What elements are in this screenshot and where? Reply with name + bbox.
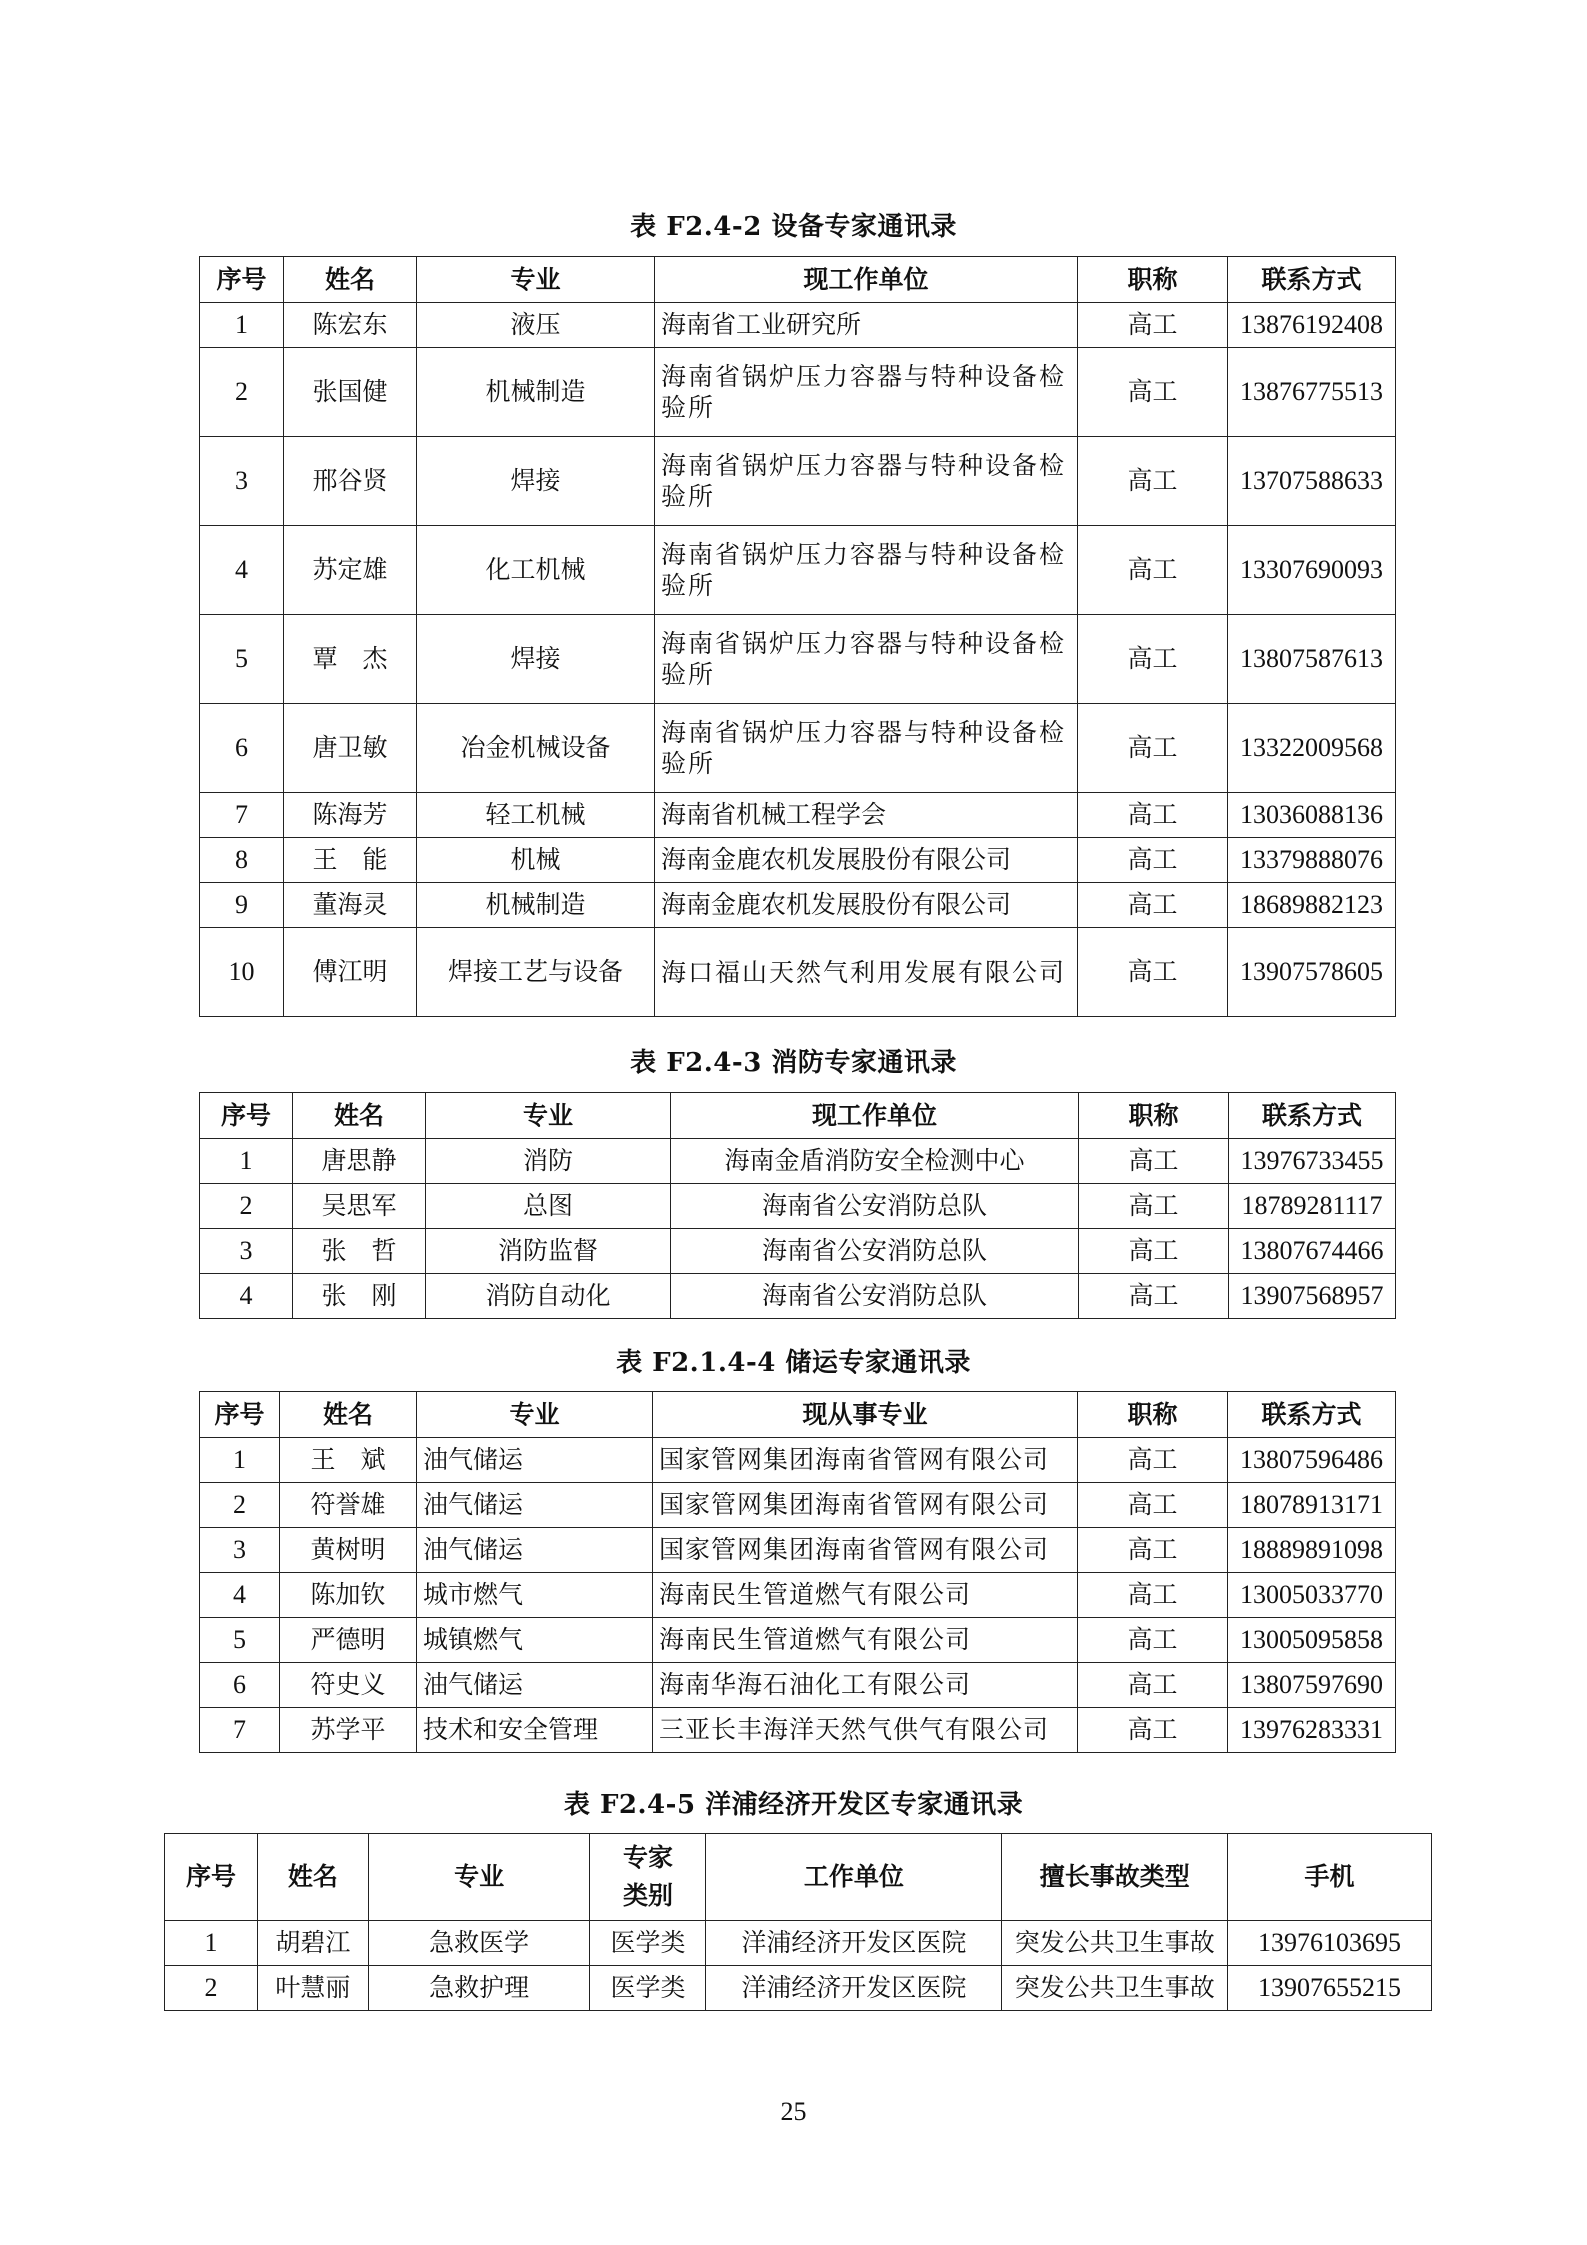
cell-title: 高工: [1078, 1483, 1228, 1528]
cell-name: 张 哲: [293, 1229, 426, 1274]
col-header: 职称: [1078, 257, 1228, 303]
col-header: 姓名: [280, 1392, 417, 1438]
cell-name: 王 斌: [280, 1438, 417, 1483]
cell-title: 高工: [1079, 1274, 1229, 1319]
cell-accident-type: 突发公共卫生事故: [1002, 1966, 1228, 2011]
cell-number: 7: [200, 793, 284, 838]
cell-unit: 洋浦经济开发区医院: [706, 1921, 1002, 1966]
cell-name: 严德明: [280, 1618, 417, 1663]
cell-number: 5: [200, 1618, 280, 1663]
cell-phone: 13005033770: [1228, 1573, 1396, 1618]
cell-title: 高工: [1078, 615, 1228, 704]
col-header: 姓名: [258, 1834, 369, 1921]
cell-name: 董海灵: [284, 883, 417, 928]
cell-phone: 13976733455: [1229, 1139, 1396, 1184]
table-row: [200, 1528, 1396, 1573]
cell-unit: 海南华海石油化工有限公司: [653, 1663, 1078, 1708]
table-header-row: [200, 1392, 1396, 1438]
cell-phone: 13876775513: [1228, 348, 1396, 437]
col-header: 职称: [1078, 1392, 1228, 1438]
cell-name: 唐思静: [293, 1139, 426, 1184]
cell-phone: 13379888076: [1228, 838, 1396, 883]
cell-name: 张 刚: [293, 1274, 426, 1319]
cell-major: 油气储运: [417, 1663, 653, 1708]
cell-major: 总图: [426, 1184, 671, 1229]
table-row: [200, 704, 1396, 793]
cell-major: 油气储运: [417, 1438, 653, 1483]
table-row: [200, 615, 1396, 704]
cell-phone: 13807597690: [1228, 1663, 1396, 1708]
cell-name: 符史义: [280, 1663, 417, 1708]
cell-name: 傅江明: [284, 928, 417, 1017]
table-header-row: [165, 1834, 1432, 1921]
cell-title: 高工: [1078, 883, 1228, 928]
cell-number: 2: [200, 1184, 293, 1229]
cell-accident-type: 突发公共卫生事故: [1002, 1921, 1228, 1966]
table-row: [200, 1438, 1396, 1483]
table-row: [200, 793, 1396, 838]
cell-major: 液压: [417, 303, 655, 348]
col-header: 序号: [165, 1834, 258, 1921]
cell-name: 吴思军: [293, 1184, 426, 1229]
table-row: [200, 1708, 1396, 1753]
cell-number: 1: [200, 1438, 280, 1483]
col-header: 姓名: [293, 1093, 426, 1139]
cell-title: 高工: [1078, 793, 1228, 838]
table-header-row: [200, 257, 1396, 303]
cell-unit: 海南金鹿农机发展股份有限公司: [655, 883, 1078, 928]
cell-title: 高工: [1078, 437, 1228, 526]
cell-phone: 13907578605: [1228, 928, 1396, 1017]
cell-name: 陈海芳: [284, 793, 417, 838]
cell-unit: 海南民生管道燃气有限公司: [653, 1618, 1078, 1663]
table-row: [200, 883, 1396, 928]
cell-unit: 海南省锅炉压力容器与特种设备检验所: [655, 704, 1078, 793]
cell-unit: 海南民生管道燃气有限公司: [653, 1573, 1078, 1618]
cell-phone: 13307690093: [1228, 526, 1396, 615]
fire-expert-table: [199, 1092, 1396, 1319]
cell-major: 焊接: [417, 437, 655, 526]
cell-name: 王 能: [284, 838, 417, 883]
cell-number: 8: [200, 838, 284, 883]
col-header: 手机: [1228, 1834, 1432, 1921]
cell-phone: 13807596486: [1228, 1438, 1396, 1483]
cell-phone: 13807587613: [1228, 615, 1396, 704]
table-row: [200, 303, 1396, 348]
cell-major: 机械制造: [417, 348, 655, 437]
cell-unit: 国家管网集团海南省管网有限公司: [653, 1528, 1078, 1573]
col-header: 专业: [417, 1392, 653, 1438]
cell-title: 高工: [1079, 1139, 1229, 1184]
table-row: [200, 1618, 1396, 1663]
table-title-yangpu: 表 F2.4-5 洋浦经济开发区专家通讯录: [563, 1790, 1024, 1820]
table-row: [200, 1573, 1396, 1618]
cell-title: 高工: [1078, 348, 1228, 437]
cell-number: 3: [200, 437, 284, 526]
table-row: [200, 1663, 1396, 1708]
cell-title: 高工: [1078, 704, 1228, 793]
cell-unit: 海口福山天然气利用发展有限公司: [655, 928, 1078, 1017]
cell-major: 机械制造: [417, 883, 655, 928]
cell-unit: 洋浦经济开发区医院: [706, 1966, 1002, 2011]
cell-phone: 18689882123: [1228, 883, 1396, 928]
cell-name: 符誉雄: [280, 1483, 417, 1528]
cell-number: 4: [200, 1274, 293, 1319]
cell-unit: 国家管网集团海南省管网有限公司: [653, 1438, 1078, 1483]
cell-unit: 海南省公安消防总队: [671, 1274, 1079, 1319]
cell-number: 4: [200, 1573, 280, 1618]
cell-phone: 13807674466: [1229, 1229, 1396, 1274]
cell-title: 高工: [1078, 1573, 1228, 1618]
col-header: 擅长事故类型: [1002, 1834, 1228, 1921]
table-header-row: [200, 1093, 1396, 1139]
cell-major: 油气储运: [417, 1528, 653, 1573]
table-row: [200, 1139, 1396, 1184]
table-row: [165, 1966, 1432, 2011]
cell-number: 4: [200, 526, 284, 615]
cell-title: 高工: [1078, 838, 1228, 883]
cell-major: 消防监督: [426, 1229, 671, 1274]
yangpu-expert-table: [164, 1833, 1432, 2011]
col-header-line: 类别: [622, 1881, 673, 1910]
cell-major: 轻工机械: [417, 793, 655, 838]
cell-phone: 13976283331: [1228, 1708, 1396, 1753]
cell-number: 3: [200, 1528, 280, 1573]
cell-phone: 13876192408: [1228, 303, 1396, 348]
cell-major: 化工机械: [417, 526, 655, 615]
cell-unit: 海南省机械工程学会: [655, 793, 1078, 838]
cell-phone: 18889891098: [1228, 1528, 1396, 1573]
table-row: [200, 1483, 1396, 1528]
cell-number: 10: [200, 928, 284, 1017]
cell-major: 消防自动化: [426, 1274, 671, 1319]
cell-unit: 三亚长丰海洋天然气供气有限公司: [653, 1708, 1078, 1753]
cell-phone: 13976103695: [1228, 1921, 1432, 1966]
cell-major: 机械: [417, 838, 655, 883]
col-header: 姓名: [284, 257, 417, 303]
cell-unit: 海南省工业研究所: [655, 303, 1078, 348]
cell-name: 陈加钦: [280, 1573, 417, 1618]
page-number: 25: [780, 2097, 807, 2126]
cell-name: 苏学平: [280, 1708, 417, 1753]
cell-name: 张国健: [284, 348, 417, 437]
cell-name: 邢谷贤: [284, 437, 417, 526]
cell-number: 6: [200, 704, 284, 793]
cell-phone: 18078913171: [1228, 1483, 1396, 1528]
cell-unit: 国家管网集团海南省管网有限公司: [653, 1483, 1078, 1528]
cell-number: 2: [165, 1966, 258, 2011]
equipment-expert-table: [199, 256, 1396, 1017]
cell-phone: 13322009568: [1228, 704, 1396, 793]
cell-number: 7: [200, 1708, 280, 1753]
table-row: [165, 1921, 1432, 1966]
cell-title: 高工: [1078, 1708, 1228, 1753]
cell-major: 焊接工艺与设备: [417, 928, 655, 1017]
table-row: [200, 1274, 1396, 1319]
cell-title: 高工: [1078, 928, 1228, 1017]
cell-unit: 海南省锅炉压力容器与特种设备检验所: [655, 348, 1078, 437]
cell-major: 急救医学: [368, 1921, 590, 1966]
cell-unit: 海南金盾消防安全检测中心: [671, 1139, 1079, 1184]
cell-name: 叶慧丽: [258, 1966, 369, 2011]
cell-unit: 海南省锅炉压力容器与特种设备检验所: [655, 615, 1078, 704]
cell-phone: 13707588633: [1228, 437, 1396, 526]
cell-major: 急救护理: [368, 1966, 590, 2011]
table-row: [200, 928, 1396, 1017]
table-row: [200, 1184, 1396, 1229]
table-row: [200, 1229, 1396, 1274]
col-header: 专业: [426, 1093, 671, 1139]
cell-name: 陈宏东: [284, 303, 417, 348]
cell-title: 高工: [1078, 1438, 1228, 1483]
cell-phone: 18789281117: [1229, 1184, 1396, 1229]
cell-name: 覃 杰: [284, 615, 417, 704]
col-header: 联系方式: [1228, 1392, 1396, 1438]
col-header: 专业: [368, 1834, 590, 1921]
col-header: 现工作单位: [655, 257, 1078, 303]
cell-title: 高工: [1079, 1184, 1229, 1229]
cell-category: 医学类: [590, 1921, 706, 1966]
cell-number: 6: [200, 1663, 280, 1708]
cell-number: 2: [200, 348, 284, 437]
cell-title: 高工: [1078, 1663, 1228, 1708]
cell-title: 高工: [1079, 1229, 1229, 1274]
cell-major: 城镇燃气: [417, 1618, 653, 1663]
cell-number: 5: [200, 615, 284, 704]
cell-unit: 海南省锅炉压力容器与特种设备检验所: [655, 437, 1078, 526]
cell-name: 黄树明: [280, 1528, 417, 1573]
col-header: 序号: [200, 257, 284, 303]
table-title-storage: 表 F2.1.4-4 储运专家通讯录: [616, 1348, 971, 1378]
cell-major: 冶金机械设备: [417, 704, 655, 793]
cell-unit: 海南省锅炉压力容器与特种设备检验所: [655, 526, 1078, 615]
cell-number: 3: [200, 1229, 293, 1274]
cell-major: 消防: [426, 1139, 671, 1184]
storage-expert-table: [199, 1391, 1396, 1753]
cell-title: 高工: [1078, 303, 1228, 348]
cell-unit: 海南省公安消防总队: [671, 1184, 1079, 1229]
col-header: 序号: [200, 1392, 280, 1438]
col-header: 专业: [417, 257, 655, 303]
cell-number: 1: [200, 1139, 293, 1184]
col-header: 现工作单位: [671, 1093, 1079, 1139]
cell-title: 高工: [1078, 526, 1228, 615]
table-row: [200, 526, 1396, 615]
cell-number: 2: [200, 1483, 280, 1528]
cell-unit: 海南省公安消防总队: [671, 1229, 1079, 1274]
table-title-equipment: 表 F2.4-2 设备专家通讯录: [630, 212, 957, 242]
cell-category: 医学类: [590, 1966, 706, 2011]
cell-name: 苏定雄: [284, 526, 417, 615]
cell-phone: 13036088136: [1228, 793, 1396, 838]
cell-unit: 海南金鹿农机发展股份有限公司: [655, 838, 1078, 883]
cell-phone: 13907568957: [1229, 1274, 1396, 1319]
cell-name: 唐卫敏: [284, 704, 417, 793]
cell-major: 油气储运: [417, 1483, 653, 1528]
col-header-line: 专家: [622, 1843, 673, 1872]
cell-phone: 13005095858: [1228, 1618, 1396, 1663]
col-header: 现从事专业: [653, 1392, 1078, 1438]
cell-name: 胡碧江: [258, 1921, 369, 1966]
cell-major: 技术和安全管理: [417, 1708, 653, 1753]
table-title-fire: 表 F2.4-3 消防专家通讯录: [630, 1048, 957, 1078]
table-row: [200, 348, 1396, 437]
cell-number: 9: [200, 883, 284, 928]
col-header: 序号: [200, 1093, 293, 1139]
cell-number: 1: [200, 303, 284, 348]
col-header: 职称: [1079, 1093, 1229, 1139]
col-header: 联系方式: [1228, 257, 1396, 303]
cell-major: 焊接: [417, 615, 655, 704]
table-row: [200, 437, 1396, 526]
col-header: [590, 1834, 706, 1921]
cell-phone: 13907655215: [1228, 1966, 1432, 2011]
table-row: [200, 838, 1396, 883]
cell-number: 1: [165, 1921, 258, 1966]
cell-title: 高工: [1078, 1528, 1228, 1573]
cell-title: 高工: [1078, 1618, 1228, 1663]
col-header: 工作单位: [706, 1834, 1002, 1921]
cell-major: 城市燃气: [417, 1573, 653, 1618]
col-header: 联系方式: [1229, 1093, 1396, 1139]
